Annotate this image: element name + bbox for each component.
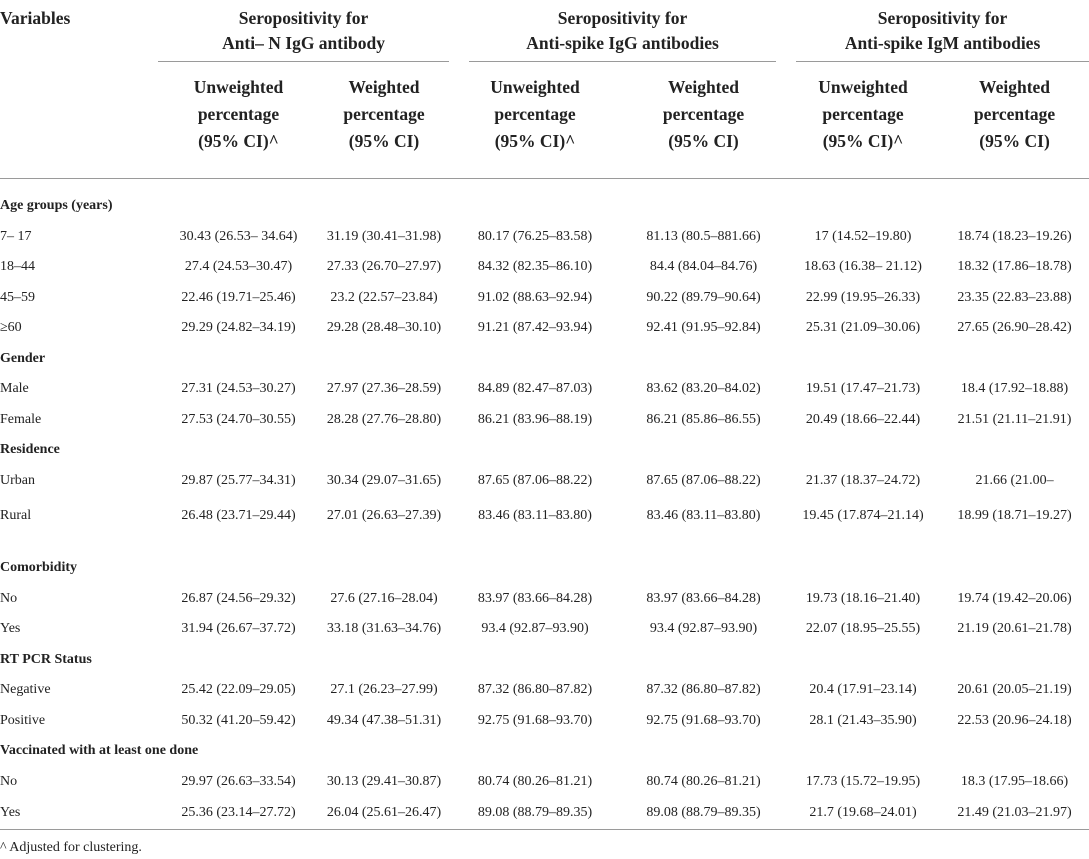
category-title: RT PCR Status [0, 651, 92, 667]
table-cell: 22.99 (19.95–26.33) [805, 289, 921, 305]
table-cell: 86.21 (85.86–86.55) [646, 411, 761, 427]
subheader-line: (95% CI)^ [494, 131, 576, 151]
subheader-line: percentage [822, 104, 904, 124]
table-cell: 31.94 (26.67–37.72) [181, 621, 296, 637]
table-cell: 20.49 (18.66–22.44) [805, 411, 921, 427]
table-cell: 19.74 (19.42–20.06) [957, 590, 1072, 606]
group-header-anti-n-igg [158, 0, 449, 66]
table-cell: 29.29 (24.82–34.19) [181, 320, 296, 336]
subheader-line: percentage [494, 104, 576, 124]
table-row [0, 584, 1089, 615]
table-cell: 27.97 (27.36–28.59) [326, 381, 442, 397]
table-cell: 26.48 (23.71–29.44) [181, 508, 296, 523]
row-label: Positive [0, 712, 46, 728]
subheader-line: (95% CI) [979, 131, 1050, 151]
table-row [0, 797, 1089, 830]
table-cell: 80.74 (80.26–81.21) [477, 773, 593, 789]
category-row [0, 435, 1089, 466]
table-cell: 17 (14.52–19.80) [814, 228, 912, 244]
table-row [0, 466, 1089, 497]
table-cell: 28.1 (21.43–35.90) [809, 712, 917, 728]
table-cell: 83.62 (83.20–84.02) [646, 381, 761, 397]
category-title: Gender [0, 350, 46, 366]
row-label: 18–44 [0, 259, 35, 275]
subheader-line: (95% CI)^ [198, 131, 279, 151]
table-cell: 30.34 (29.07–31.65) [326, 472, 442, 488]
table-cell: 27.1 (26.23–27.99) [330, 682, 438, 698]
table-cell: 18.74 (18.23–19.26) [957, 228, 1072, 244]
table-cell: 90.22 (89.79–90.64) [646, 289, 761, 305]
subheader-cell [319, 66, 449, 179]
subheader-line: (95% CI)^ [822, 131, 904, 151]
table-cell: 28.28 (27.76–28.80) [326, 411, 442, 427]
table-cell: 23.35 (22.83–23.88) [957, 289, 1072, 305]
table-cell: 27.6 (27.16–28.04) [330, 590, 438, 606]
subheader-cell [786, 66, 940, 179]
table-cell: 20.4 (17.91–23.14) [809, 682, 917, 698]
category-title: Residence [0, 442, 60, 458]
subheader-line: Unweighted [818, 77, 908, 97]
table-row [0, 374, 1089, 405]
table-cell: 49.34 (47.38–51.31) [326, 712, 442, 728]
table-cell: 25.36 (23.14–27.72) [158, 797, 319, 830]
table-row [0, 614, 1089, 645]
row-label: No [0, 773, 18, 789]
subheader-line: Weighted [979, 77, 1051, 97]
table-row [0, 222, 1089, 253]
table-cell: 19.73 (18.16–21.40) [805, 590, 921, 606]
table-row [0, 313, 1089, 344]
row-label: ≥60 [0, 320, 22, 336]
group-header-line2: Anti-spike IgM antibodies [844, 33, 1041, 53]
table-cell: 21.66 (21.00– [975, 472, 1054, 488]
table-cell: 22.53 (20.96–24.18) [957, 712, 1072, 728]
category-row [0, 645, 1089, 676]
row-label: Female [0, 411, 42, 427]
table-cell: 91.21 (87.42–93.94) [477, 320, 593, 336]
group-header-anti-spike-igg [449, 0, 786, 66]
row-label: Urban [0, 472, 35, 488]
table-cell: 27.53 (24.70–30.55) [181, 411, 296, 427]
table-cell: 17.73 (15.72–19.95) [805, 773, 921, 789]
table-cell: 21.51 (21.11–21.91) [957, 411, 1072, 427]
table-body [0, 179, 1089, 830]
header-row-subcolumns [0, 66, 1089, 179]
table-cell: 26.87 (24.56–29.32) [181, 590, 296, 606]
table-row [0, 706, 1089, 737]
table-cell: 87.32 (86.80–87.82) [646, 682, 761, 698]
table-cell: 18.32 (17.86–18.78) [957, 259, 1072, 275]
subheader-line: Unweighted [490, 77, 580, 97]
table-cell: 21.49 (21.03–21.97) [940, 797, 1089, 830]
table-cell: 89.08 (88.79–89.35) [449, 797, 621, 830]
table-row [0, 405, 1089, 436]
category-title: Comorbidity [0, 560, 77, 576]
table-row [0, 767, 1089, 798]
table-row [0, 496, 1089, 553]
table-cell: 87.32 (86.80–87.82) [477, 682, 593, 698]
row-label: Negative [0, 682, 51, 698]
table-cell: 18.63 (16.38– 21.12) [804, 259, 922, 275]
table-cell: 21.19 (20.61–21.78) [957, 621, 1072, 637]
table-cell: 84.89 (82.47–87.03) [477, 381, 593, 397]
subheader-cell [449, 66, 621, 179]
subheader-line: percentage [662, 104, 745, 124]
group-header-anti-spike-igm [786, 0, 1089, 66]
table-cell: 92.75 (91.68–93.70) [646, 712, 761, 728]
subheader-cell [158, 66, 319, 179]
table-cell: 80.17 (76.25–83.58) [477, 228, 593, 244]
table-cell: 92.41 (91.95–92.84) [646, 320, 761, 336]
group-header-line2: Anti-spike IgG antibodies [526, 33, 719, 53]
table-cell: 29.28 (28.48–30.10) [326, 320, 442, 336]
row-label: Yes [0, 621, 21, 637]
table-cell: 30.43 (26.53– 34.64) [179, 228, 298, 244]
table-cell: 18.3 (17.95–18.66) [960, 773, 1069, 789]
table-cell: 27.65 (26.90–28.42) [957, 320, 1072, 336]
table-cell: 19.45 (17.874–21.14) [802, 508, 924, 523]
row-label: Rural [0, 508, 32, 523]
table-cell: 29.97 (26.63–33.54) [181, 773, 296, 789]
table-cell: 89.08 (88.79–89.35) [621, 797, 786, 830]
row-label: Yes [0, 797, 158, 830]
table-cell: 87.65 (87.06–88.22) [477, 472, 593, 488]
table-row [0, 675, 1089, 706]
row-label: Male [0, 381, 29, 397]
subheader-line: Weighted [668, 77, 740, 97]
table-cell: 27.31 (24.53–30.27) [181, 381, 296, 397]
table-cell: 27.01 (26.63–27.39) [326, 508, 442, 523]
table-row [0, 252, 1089, 283]
table-cell: 21.37 (18.37–24.72) [805, 472, 921, 488]
group-header-line1: Seropositivity for [557, 8, 688, 28]
table-cell: 50.32 (41.20–59.42) [181, 712, 296, 728]
table-cell: 27.4 (24.53–30.47) [184, 259, 293, 275]
row-label: 45–59 [0, 289, 35, 305]
subheader-line: percentage [343, 104, 425, 124]
table-cell: 18.4 (17.92–18.88) [960, 381, 1069, 397]
row-label: No [0, 590, 18, 606]
table-cell: 83.97 (83.66–84.28) [477, 590, 593, 606]
subheader-line: Weighted [348, 77, 420, 97]
table-cell: 22.07 (18.95–25.55) [805, 621, 921, 637]
table-cell: 27.33 (26.70–27.97) [326, 259, 442, 275]
category-row [0, 344, 1089, 375]
subheader-line: percentage [973, 104, 1056, 124]
table-cell: 83.46 (83.11–83.80) [478, 508, 592, 523]
table-cell: 31.19 (30.41–31.98) [326, 228, 442, 244]
subheader-line: Unweighted [193, 77, 284, 97]
category-row [0, 179, 1089, 222]
table-cell: 19.51 (17.47–21.73) [805, 381, 921, 397]
category-row [0, 736, 1089, 767]
table-cell: 83.97 (83.66–84.28) [646, 590, 761, 606]
table-cell: 87.65 (87.06–88.22) [646, 472, 761, 488]
table-cell: 91.02 (88.63–92.94) [477, 289, 593, 305]
table-row [0, 283, 1089, 314]
table-cell: 21.7 (19.68–24.01) [786, 797, 940, 830]
category-title: Age groups (years) [0, 198, 113, 214]
table-cell: 30.13 (29.41–30.87) [326, 773, 442, 789]
table-cell: 25.31 (21.09–30.06) [805, 320, 921, 336]
subheader-line: (95% CI) [348, 131, 420, 151]
header-row-groups [0, 0, 1089, 66]
table-cell: 25.42 (22.09–29.05) [181, 682, 296, 698]
table-cell: 93.4 (92.87–93.90) [649, 621, 758, 637]
table-cell: 33.18 (31.63–34.76) [326, 621, 442, 637]
table-cell: 20.61 (20.05–21.19) [957, 682, 1072, 698]
group-header-line1: Seropositivity for [877, 8, 1008, 28]
table-cell: 29.87 (25.77–34.31) [181, 472, 296, 488]
group-header-line1: Seropositivity for [238, 8, 369, 28]
table-cell: 23.2 (22.57–23.84) [330, 289, 438, 305]
group-header-line2: Anti– N IgG antibody [222, 33, 385, 53]
table-cell: 22.46 (19.71–25.46) [181, 289, 296, 305]
table-cell: 84.32 (82.35–86.10) [477, 259, 593, 275]
empty-header-cell [0, 66, 158, 179]
table-cell: 86.21 (83.96–88.19) [477, 411, 593, 427]
table-cell: 92.75 (91.68–93.70) [477, 712, 593, 728]
subheader-cell [621, 66, 786, 179]
category-row [0, 553, 1089, 584]
table-cell: 26.04 (25.61–26.47) [319, 797, 449, 830]
table-cell: 80.74 (80.26–81.21) [646, 773, 761, 789]
subheader-line: (95% CI) [668, 131, 739, 151]
row-label: 7– 17 [0, 228, 32, 244]
table-cell: 83.46 (83.11–83.80) [646, 508, 761, 523]
table-cell: 93.4 (92.87–93.90) [481, 621, 589, 637]
table-cell: 18.99 (18.71–19.27) [957, 508, 1072, 523]
footnote: ^ Adjusted for clustering. [0, 840, 142, 855]
subheader-cell [940, 66, 1089, 179]
category-title: Vaccinated with at least one done [0, 743, 199, 759]
subheader-line: percentage [197, 104, 280, 124]
table-cell: 84.4 (84.04–84.76) [649, 259, 758, 275]
table-cell: 81.13 (80.5–881.66) [646, 228, 761, 244]
variables-header: Variables [0, 8, 71, 28]
